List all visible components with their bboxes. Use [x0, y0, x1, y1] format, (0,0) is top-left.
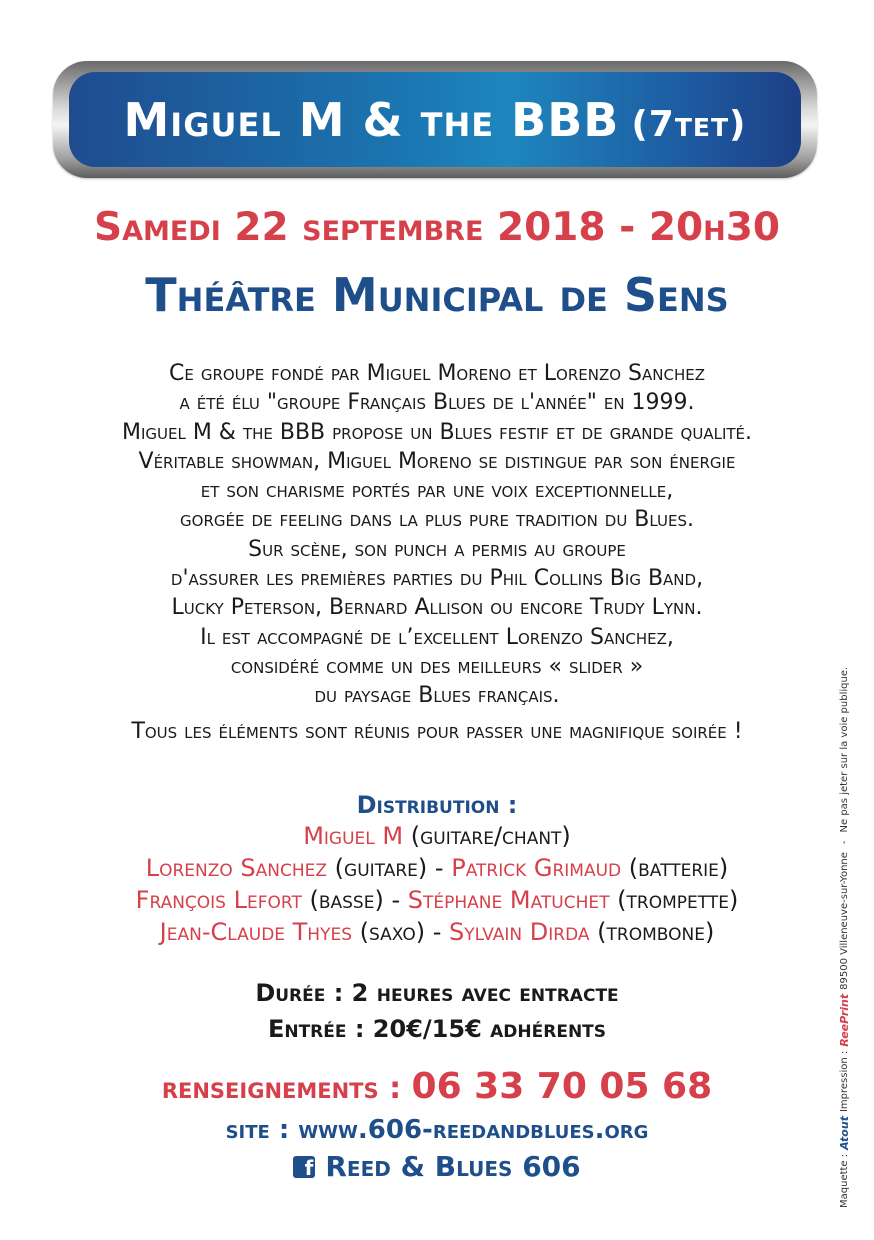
musician-role: (basse)	[309, 886, 384, 914]
band-title	[124, 93, 747, 147]
distribution-line	[0, 852, 874, 884]
band-format: (7tet)	[631, 103, 747, 145]
disposal-notice: Ne pas jeter sur la voie publique.	[839, 666, 850, 833]
musician-name: Miguel M	[303, 822, 404, 850]
musician-role: (batterie)	[628, 854, 729, 882]
title-banner	[53, 61, 817, 178]
description-line: Ce groupe fondé par Miguel Moreno et Lorenzo Sanchez	[168, 361, 705, 386]
phone-number[interactable]: 06 33 70 05 68	[411, 1066, 713, 1107]
musician-name: François Lefort	[135, 886, 302, 914]
printer-address: 89500 Villeneuve-sur-Yonne	[839, 852, 850, 990]
description-line: Véritable showman, Miguel Moreno se distingue par son énergie	[138, 448, 736, 474]
musician-role: (trombone)	[597, 918, 715, 946]
duration: Durée : 2 heures avec entracte	[255, 979, 619, 1007]
description-line: Sur scène, son punch a permis au groupe	[248, 536, 626, 562]
description-line: Miguel M & the BBB propose un Blues festif et de grande qualité.	[121, 419, 753, 445]
distribution-heading: Distribution :	[356, 791, 518, 819]
event-date: Samedi 22 septembre 2018 - 20h30	[93, 205, 780, 250]
separator: -	[432, 918, 442, 946]
musician-role: (trompette)	[617, 886, 739, 914]
facebook-page-name[interactable]: Reed & Blues 606	[325, 1150, 581, 1183]
musician-role: (guitare)	[334, 854, 428, 882]
description	[20, 359, 854, 746]
description-line: Tous les éléments sont réunis pour passer une magnifique soirée !	[131, 718, 743, 744]
musician-name: Sylvain Dirda	[449, 918, 590, 946]
separator: -	[434, 854, 444, 882]
side-credits: Maquette : Atout Impression : ReePrint 89500 Villeneuve-sur-Yonne - Ne pas jeter sur la voie publique.	[838, 666, 851, 1208]
description-line: considéré comme un des meilleurs « slider »	[230, 653, 644, 679]
separator: -	[391, 886, 401, 914]
facebook-icon: f	[293, 1156, 315, 1178]
musician-name: Patrick Grimaud	[451, 854, 622, 882]
description-line: du paysage Blues français.	[314, 683, 560, 709]
band-name: Miguel M & the BBB	[123, 92, 620, 147]
info-line	[0, 1064, 874, 1112]
description-line: a été élu "groupe Français Blues de l'année" en 1999.	[179, 390, 695, 416]
title-banner-inner	[69, 72, 801, 167]
distribution-section	[0, 790, 874, 948]
description-line: d'assurer les premières parties du Phil Collins Big Band,	[170, 566, 704, 592]
distribution-line	[0, 820, 874, 852]
info-label: renseignements :	[161, 1071, 402, 1106]
description-line: Lucky Peterson, Bernard Allison ou encore Trudy Lynn.	[171, 595, 703, 621]
musician-name: Stéphane Matuchet	[407, 886, 610, 914]
event-venue: Théâtre Municipal de Sens	[145, 268, 729, 322]
musician-name: Jean-Claude Thyes	[159, 918, 353, 946]
contact-section	[0, 1064, 874, 1186]
website-link[interactable]: site : www.606-reedandblues.org	[225, 1115, 649, 1145]
entry-price: Entrée : 20€/15€ adhérents	[267, 1015, 607, 1043]
impression-label: Impression :	[839, 1050, 850, 1113]
description-line: et son charisme portés par une voix exceptionnelle,	[200, 478, 674, 504]
musician-name: Lorenzo Sanchez	[145, 854, 328, 882]
practical-info	[0, 975, 874, 1047]
musician-role: (guitare/chant)	[410, 822, 571, 850]
maquette-label: Maquette :	[839, 1153, 850, 1208]
facebook-line[interactable]	[0, 1148, 874, 1186]
reeprint-logo: ReePrint	[838, 993, 851, 1047]
atout-logo: Atout	[838, 1116, 851, 1150]
distribution-line	[0, 884, 874, 916]
description-line: gorgée de feeling dans la plus pure tradition du Blues.	[180, 507, 694, 533]
musician-role: (saxo)	[359, 918, 426, 946]
description-line: Il est accompagné de l’excellent Lorenzo Sanchez,	[200, 624, 674, 650]
distribution-line	[0, 916, 874, 948]
